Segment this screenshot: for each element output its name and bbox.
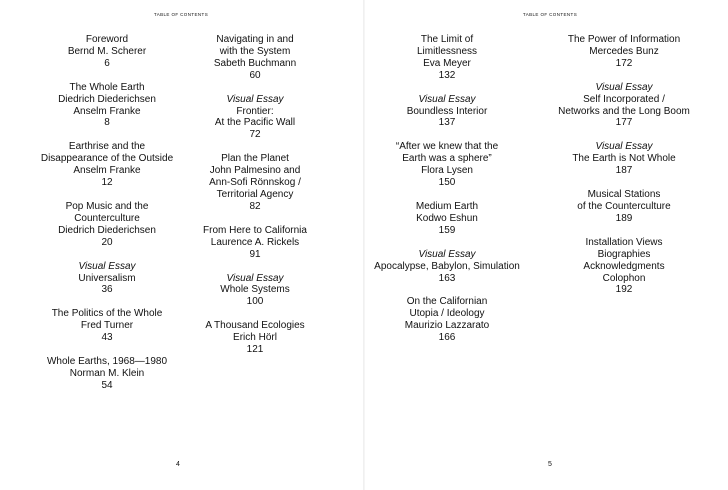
toc-entry [32,308,182,344]
toc-entry-line: 91 [249,248,261,260]
toc-entry [372,141,522,189]
toc-entry-line: Bernd M. Scherer [67,45,147,57]
visual-essay-label: Visual Essay [418,93,476,105]
toc-entry-line: Biographies [597,248,651,260]
toc-entry-line: 121 [246,344,264,356]
toc-entry-line: 137 [438,117,456,129]
toc-entry [32,34,182,70]
toc-entry-line: Territorial Agency [216,188,294,200]
toc-entry-line: Musical Stations [587,189,661,201]
toc-entry [180,225,330,261]
toc-column [180,34,330,368]
toc-entry-line: Counterculture [74,212,140,224]
toc-entry-line: Acknowledgments [583,260,665,272]
page-number: 5 [548,461,552,468]
toc-entry-line: 187 [615,165,633,177]
visual-essay-label: Visual Essay [226,93,284,105]
toc-entry-line: Networks and the Long Boom [558,105,690,117]
toc-entry-line: Plan the Planet [221,153,289,165]
toc-entry-line: “After we knew that the [395,141,499,153]
toc-entry-line: The Limit of [420,34,474,45]
toc-entry-line: Diedrich Diederichsen [58,224,156,236]
visual-essay-label: Visual Essay [595,141,653,153]
toc-entry-line: 60 [249,69,261,81]
toc-entry-line: The Politics of the Whole [51,308,163,320]
toc-entry-line: Navigating in and [216,34,294,45]
toc-entry-line: On the Californian [406,296,488,308]
toc-entry-line: Kodwo Eshun [416,212,478,224]
toc-entry-line: Colophon [602,272,646,284]
toc-entry [372,201,522,237]
toc-entry-line: At the Pacific Wall [214,117,296,129]
toc-entry-line: Mercedes Bunz [589,45,659,57]
toc-entry-line: 159 [438,224,456,236]
toc-entry-line: 12 [101,177,113,189]
toc-entry-line: 177 [615,117,633,129]
toc-entry-line: Frontier: [236,105,274,117]
toc-entry-line: Fred Turner [80,320,134,332]
toc-entry [549,82,699,130]
right-page [364,0,728,490]
toc-entry-line: with the System [219,45,291,57]
toc-entry-line: Earthrise and the [68,141,146,153]
toc-entry-line: 189 [615,212,633,224]
toc-entry-line: Installation Views [585,236,663,248]
toc-entry [549,189,699,225]
toc-entry-line: Erich Hörl [233,332,277,344]
toc-entry-line: A Thousand Ecologies [205,320,305,332]
toc-entry-line: Disappearance of the Outside [40,153,174,165]
toc-entry-line: The Earth is Not Whole [572,153,676,165]
toc-entry-line: Universalism [78,272,136,284]
toc-entry [549,237,699,297]
toc-entry-line: 6 [104,57,110,69]
running-head: TABLE OF CONTENTS [153,12,209,17]
toc-entry-line: Norman M. Klein [69,367,145,379]
toc-entry-line: Self Incorporated / [583,93,665,105]
visual-essay-label: Visual Essay [78,260,136,272]
toc-entry-line: Ann-Sofi Rönnskog / [209,177,301,189]
toc-entry-line: Boundless Interior [406,105,488,117]
toc-entry-line: 20 [101,236,113,248]
toc-entry-line: Foreword [85,34,129,45]
toc-entry-line: Anselm Franke [73,105,141,117]
toc-entry [32,82,182,130]
visual-essay-label: Visual Essay [226,272,284,284]
toc-entry-line: 43 [101,332,113,344]
toc-entry [32,356,182,392]
toc-entry-line: 132 [438,69,456,81]
toc-entry-line: The Whole Earth [69,81,145,93]
toc-entry [180,273,330,309]
toc-entry [372,249,522,285]
toc-entry-line: Laurence A. Rickels [210,236,300,248]
toc-entry-line: 166 [438,332,456,344]
toc-entry-line: Sabeth Buchmann [213,57,297,69]
toc-entry-line: of the Counterculture [577,200,671,212]
toc-entry-line: Whole Earths, 1968—1980 [46,356,168,368]
toc-entry-line: 82 [249,200,261,212]
toc-entry-line: Earth was a sphere” [402,153,492,165]
toc-entry-line: Maurizio Lazzarato [404,320,490,332]
page-number: 4 [176,461,180,468]
toc-entry [180,320,330,356]
toc-entry-line: Medium Earth [415,200,479,212]
toc-column [549,34,699,308]
toc-entry-line: 150 [438,177,456,189]
toc-entry [32,261,182,297]
toc-entry-line: The Power of Information [567,34,681,45]
visual-essay-label: Visual Essay [418,248,476,260]
toc-entry-line: 192 [615,284,633,296]
toc-entry-line: 100 [246,296,264,308]
toc-entry-line: 172 [615,57,633,69]
toc-entry-line: 36 [101,284,113,296]
toc-entry-line: 163 [438,272,456,284]
toc-entry [32,201,182,249]
toc-entry [180,153,330,213]
toc-entry [372,34,522,82]
toc-entry-line: Whole Systems [220,284,290,296]
toc-entry-line: Pop Music and the [65,200,149,212]
toc-entry-line: Diedrich Diederichsen [58,93,156,105]
toc-entry-line: Eva Meyer [423,57,471,69]
toc-entry [32,141,182,189]
toc-column [32,34,182,404]
toc-entry-line: From Here to California [203,224,307,236]
toc-entry-line: Apocalypse, Babylon, Simulation [374,260,520,272]
running-head: TABLE OF CONTENTS [522,12,578,17]
visual-essay-label: Visual Essay [595,81,653,93]
toc-entry-line: 72 [249,129,261,141]
toc-entry-line: Flora Lysen [421,165,473,177]
toc-entry-line: 8 [104,117,110,129]
toc-entry-line: Limitlessness [416,45,478,57]
toc-entry-line: John Palmesino and [209,165,301,177]
toc-entry-line: Utopia / Ideology [409,308,485,320]
toc-entry [180,94,330,142]
toc-entry [549,141,699,177]
toc-column [372,34,522,356]
toc-entry [372,94,522,130]
toc-entry-line: 54 [101,379,113,391]
toc-entry [549,34,699,70]
toc-entry [372,296,522,344]
toc-entry-line: Anselm Franke [73,165,141,177]
toc-entry [180,34,330,82]
